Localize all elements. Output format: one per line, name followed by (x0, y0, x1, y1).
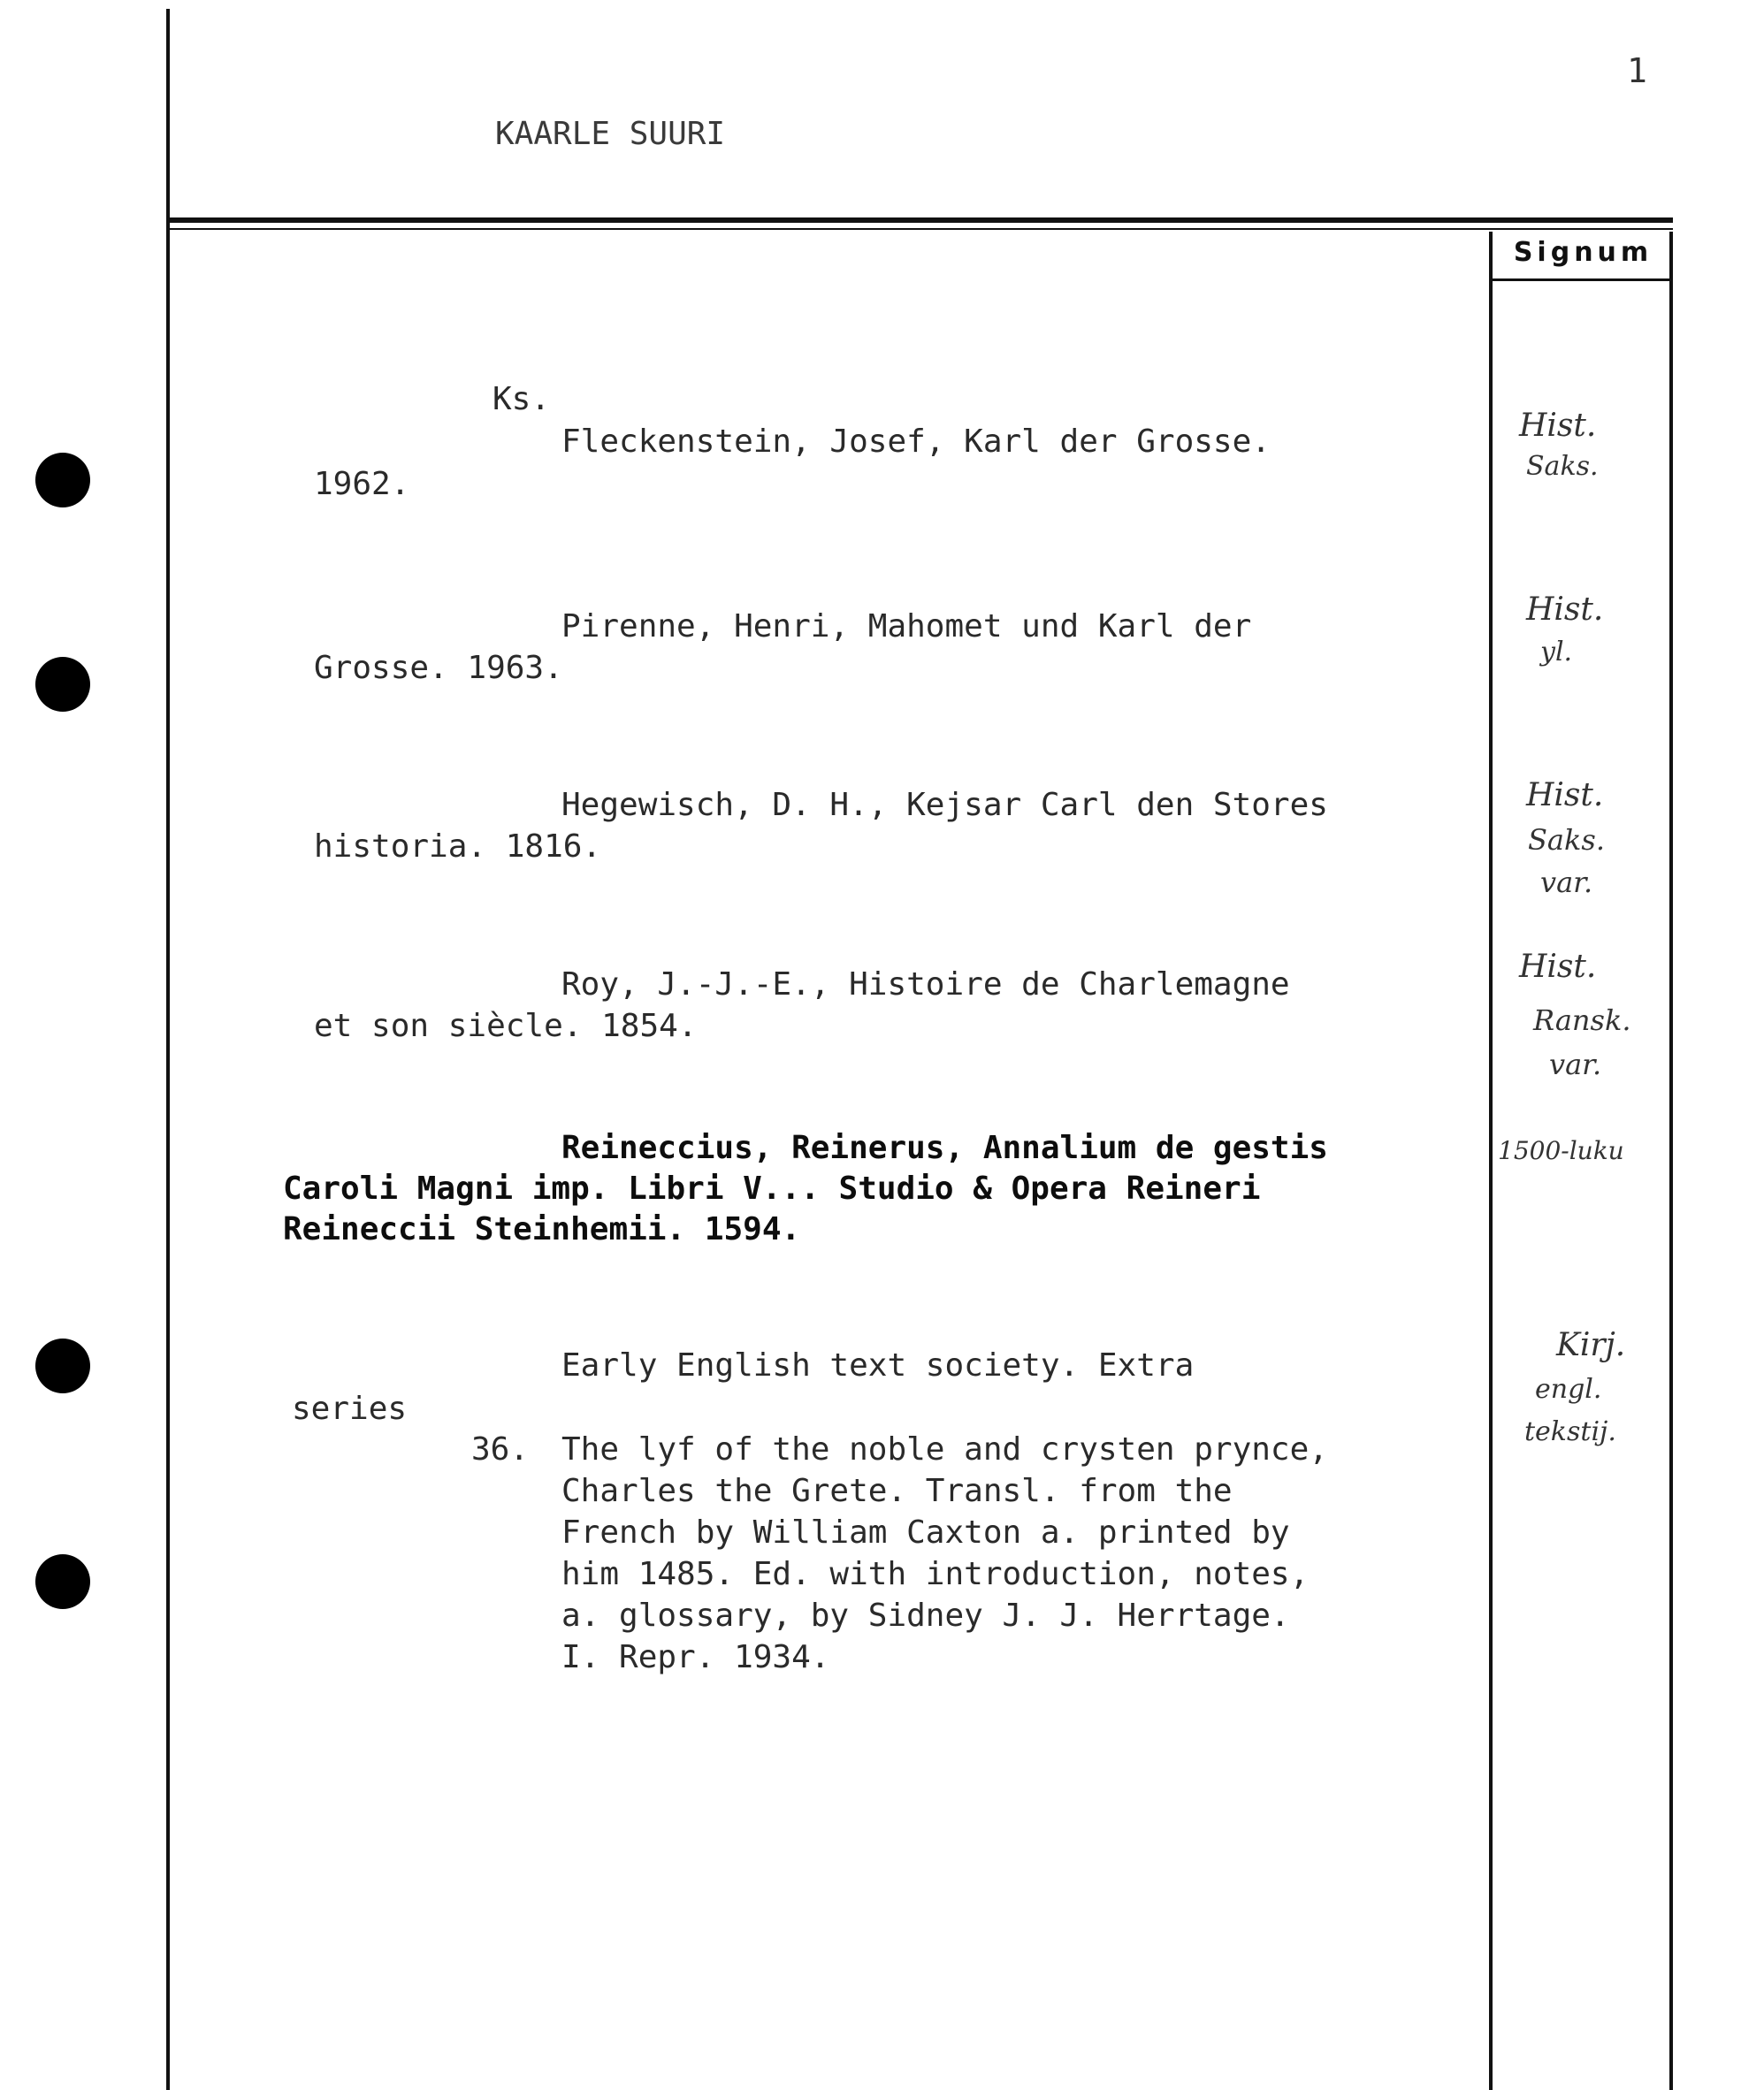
entry-4-signum-2: Ransk. (1533, 1003, 1631, 1037)
signum-column-right-rule (1669, 232, 1673, 2090)
entry-3-signum-1: Hist. (1526, 777, 1604, 813)
entry-1-line-2: 1962. (314, 466, 410, 502)
entry-2-line-2: Grosse. 1963. (314, 650, 563, 686)
entry-3-signum-2: Saks. (1528, 823, 1605, 857)
entry-2-signum-1: Hist. (1526, 591, 1604, 628)
punch-hole-3 (35, 1339, 90, 1393)
entry-2-signum-2: yl. (1540, 637, 1573, 667)
entry-3-signum-3: var. (1540, 866, 1593, 899)
entry-4-line-1: Roy, J.-J.-E., Histoire de Charlemagne (561, 966, 1290, 1003)
signum-header: Signum (1513, 237, 1653, 268)
punch-hole-4 (35, 1554, 90, 1609)
signum-column-left-rule (1489, 232, 1493, 2090)
entry-6-line-2: series (292, 1391, 408, 1427)
entry-6-signum-3: tekstij. (1524, 1416, 1616, 1447)
entry-6-signum-1: Kirj. (1556, 1327, 1626, 1363)
header-rule-thick (170, 217, 1673, 223)
punch-hole-1 (35, 453, 90, 507)
author-heading: KAARLE SUURI (495, 116, 726, 152)
entry-6-body-3: French by William Caxton a. printed by (561, 1514, 1290, 1551)
entry-5-line-2: Caroli Magni imp. Libri V... Studio & Opera Reineri (283, 1171, 1261, 1207)
page-number: 1 (1627, 51, 1647, 90)
entry-5-line-3: Reineccii Steinhemii. 1594. (283, 1211, 801, 1247)
entry-1-line-1: Fleckenstein, Josef, Karl der Grosse. (561, 423, 1271, 460)
punch-hole-2 (35, 657, 90, 712)
entry-3-line-2: historia. 1816. (314, 828, 602, 865)
entry-1-signum-2: Saks. (1526, 451, 1599, 482)
entry-6-body-1: The lyf of the noble and crysten prynce, (561, 1431, 1328, 1468)
entry-6-series-number: 36. (471, 1431, 530, 1468)
left-margin-rule (166, 9, 170, 2090)
header-rule-thin (170, 228, 1673, 230)
entry-5-signum-1: 1500-luku (1498, 1136, 1624, 1165)
entry-6-body-6: I. Repr. 1934. (561, 1639, 830, 1675)
entry-6-body-4: him 1485. Ed. with introduction, notes, (561, 1556, 1310, 1592)
signum-header-rule (1493, 278, 1669, 281)
entry-4-line-2: et son siècle. 1854. (314, 1008, 698, 1044)
entry-6-signum-2: engl. (1535, 1374, 1602, 1405)
entry-4-signum-3: var. (1549, 1048, 1602, 1081)
entry-3-line-1: Hegewisch, D. H., Kejsar Carl den Stores (561, 787, 1328, 823)
entry-2-line-1: Pirenne, Henri, Mahomet und Karl der (561, 608, 1252, 645)
entry-6-body-5: a. glossary, by Sidney J. J. Herrtage. (561, 1598, 1290, 1634)
entry-4-signum-1: Hist. (1519, 949, 1597, 985)
entry-6-line-1: Early English text society. Extra (561, 1347, 1195, 1384)
entry-1-signum-1: Hist. (1519, 408, 1597, 444)
entry-5-line-1: Reineccius, Reinerus, Annalium de gestis (561, 1130, 1328, 1166)
entry-6-body-2: Charles the Grete. Transl. from the (561, 1473, 1233, 1509)
entry-1-ks: Ks. (493, 381, 551, 417)
